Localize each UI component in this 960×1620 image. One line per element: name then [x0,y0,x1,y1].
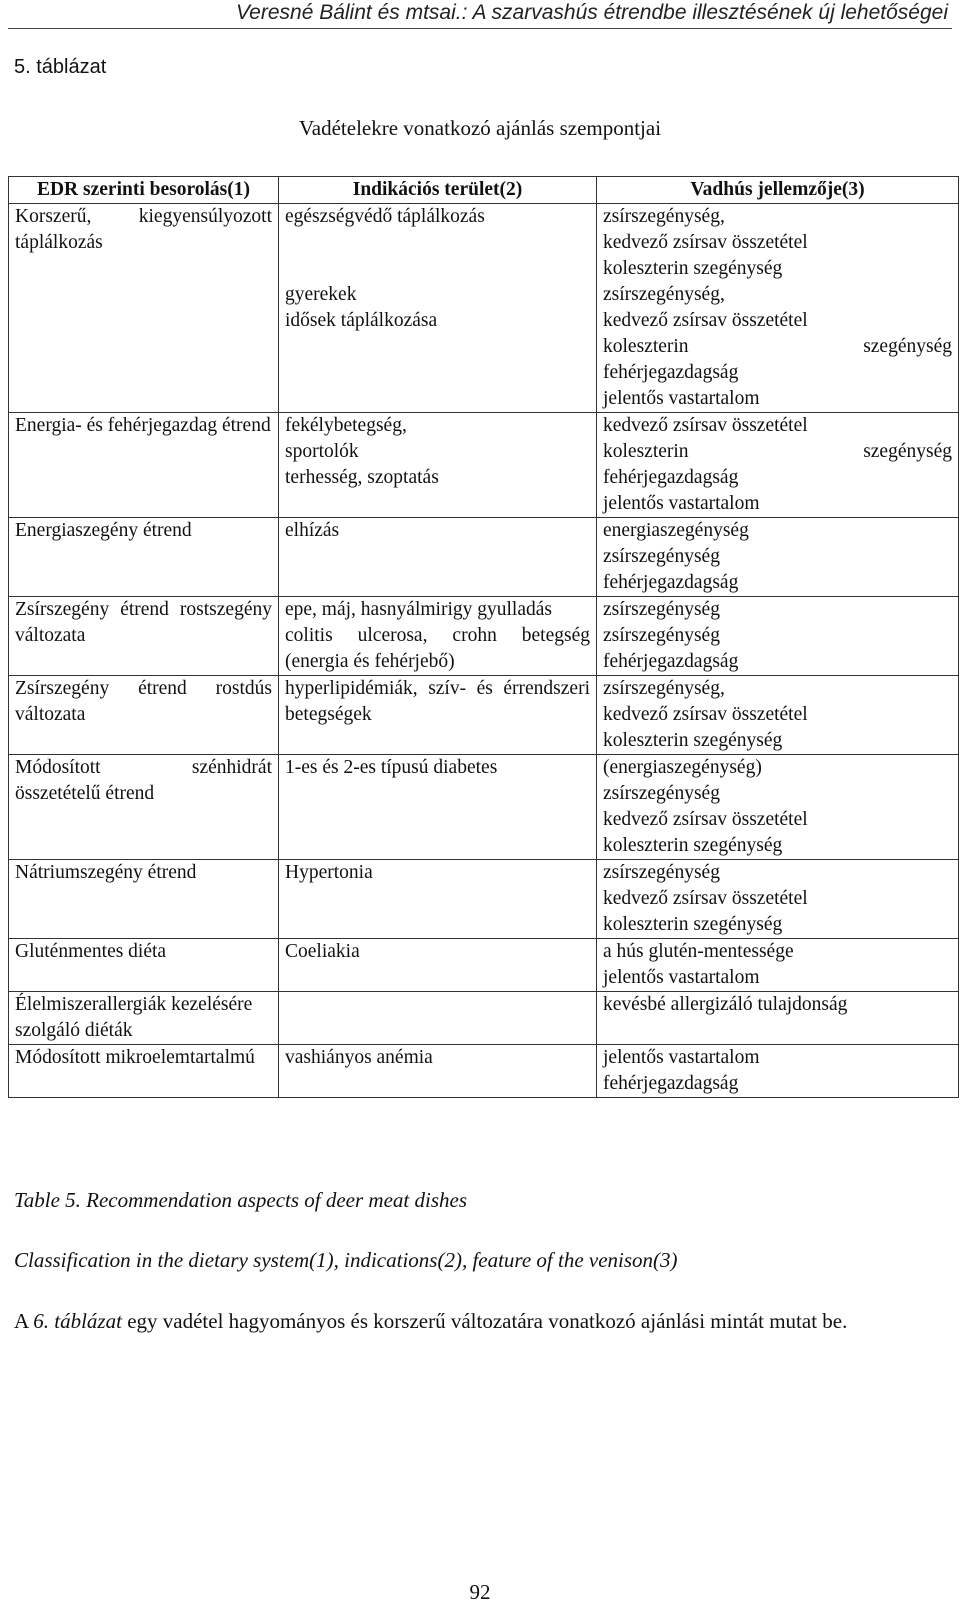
feature-line: zsírszegénység [603,625,720,646]
table-row [9,597,959,676]
indication-line: terhesség, szoptatás [285,467,439,488]
feature-line: zsírszegénység [603,783,720,804]
table-caption-english: Table 5. Recommendation aspects of deer meat dishes [14,1188,467,1212]
running-header: Veresné Bálint és mtsai.: A szarvashús étrendbe illesztésének új lehetőségei [8,0,952,29]
feature-line: jelentős vastartalom [603,1047,760,1068]
feature-line: fehérjegazdagság [603,467,739,488]
classification-cell: Élelmiszerallergiák kezelésére szolgáló diéták [9,992,279,1045]
indication-cell [279,755,597,860]
feature-cell [597,597,959,676]
table-label: 5. táblázat [14,56,107,78]
indication-cell: hyperlipidémiák, szív- és érrendszeri betegségek [279,676,597,755]
indication-line: epe, máj, hasnyálmirigy gyulladás [285,599,552,620]
indication-line: idősek táplálkozása [285,310,438,331]
indication-line: Coeliakia [285,941,360,962]
table-row [9,676,959,755]
feature-line: kedvező zsírsav összetétel [603,809,808,830]
feature-line: kedvező zsírsav összetétel [603,888,808,909]
feature-line: zsírszegénység, [603,206,725,227]
feature-line: zsírszegénység [603,599,720,620]
indication-line: sportolók [285,441,359,462]
feature-line: a hús glutén-mentessége [603,941,794,962]
indication-cell [279,518,597,597]
feature-line: kedvező zsírsav összetétel [603,704,808,725]
indication-cell [279,860,597,939]
feature-line: (energiaszegénység) [603,757,762,778]
feature-cell [597,413,959,518]
feature-line: kevésbé allergizáló tulajdonság [603,994,848,1015]
page-number: 92 [469,1580,491,1604]
indication-cell [279,1045,597,1098]
feature-cell [597,939,959,992]
classification-cell: Zsírszegény étrend rostszegény változata [9,597,279,676]
column-header-venison-feature: Vadhús jellemzője(3) [597,177,959,204]
indication-cell [279,992,597,1045]
indication-line: egészségvédő táplálkozás [285,206,485,227]
indication-cell [279,939,597,992]
column-header-classification: EDR szerinti besorolás(1) [9,177,279,204]
feature-cell [597,518,959,597]
feature-line: koleszterin szegénység [603,835,783,856]
feature-line: kedvező zsírsav összetétel [603,415,808,436]
feature-line: kedvező zsírsav összetétel [603,232,808,253]
indication-cell [279,597,597,676]
table-row [9,413,959,518]
paragraph-prefix: A [14,1309,34,1333]
feature-line: koleszterin szegénység [603,914,783,935]
classification-cell: Módosított mikroelemtartalmú [9,1045,279,1098]
feature-line: energiaszegénység [603,520,749,541]
indication-cell [279,413,597,518]
feature-cell [597,204,959,283]
indication-line: gyerekek [285,284,357,305]
feature-line: fehérjegazdagság [603,1073,739,1094]
classification-cell: Módosított szénhidrát összetételű étrend [9,755,279,860]
classification-cell [9,282,279,413]
table-row [9,1045,959,1098]
indication-line: vashiányos anémia [285,1047,433,1068]
body-paragraph [14,1306,946,1336]
feature-line: fehérjegazdagság [603,651,739,672]
indication-line: elhízás [285,520,340,541]
table-row [9,860,959,939]
indication-cell [279,204,597,283]
column-header-indication: Indikációs terület(2) [279,177,597,204]
classification-cell: Energiaszegény étrend [9,518,279,597]
paragraph-text: egy vadétel hagyományos és korszerű változatára vonatkozó ajánlási mintát mutat be. [121,1309,848,1333]
feature-line: koleszterin szegénység [603,336,952,357]
feature-line: zsírszegénység [603,862,720,883]
feature-line: fehérjegazdagság [603,572,739,593]
feature-line: zsírszegénység [603,546,720,567]
classification-cell: Zsírszegény étrend rostdús változata [9,676,279,755]
feature-cell [597,282,959,413]
table-row [9,204,959,283]
table-header-row [9,177,959,204]
feature-line: koleszterin szegénység [603,258,783,279]
feature-line: koleszterin szegénység [603,730,783,751]
feature-cell [597,992,959,1045]
table-row [9,992,959,1045]
feature-line: jelentős vastartalom [603,388,760,409]
classification-cell: Korszerű, kiegyensúlyozott táplálkozás [9,204,279,283]
feature-line: fehérjegazdagság [603,362,739,383]
classification-cell: Nátriumszegény étrend [9,860,279,939]
table-row [9,939,959,992]
feature-line: koleszterin szegénység [603,441,952,462]
table-title: Vadételekre vonatkozó ajánlás szempontjai [298,116,662,140]
classification-cell: Gluténmentes diéta [9,939,279,992]
recommendation-table-wrap [8,176,958,1098]
table-row [9,282,959,413]
feature-line: kedvező zsírsav összetétel [603,310,808,331]
feature-line: jelentős vastartalom [603,493,760,514]
feature-cell [597,860,959,939]
table-row [9,755,959,860]
table-caption-column-legend: Classification in the dietary system(1), indications(2), feature of the venison(3) [14,1248,678,1272]
feature-cell [597,1045,959,1098]
indication-line: fekélybetegség, [285,415,407,436]
indication-line: colitis ulcerosa, crohn betegség (energia és fehérjebő) [285,625,590,672]
indication-cell [279,282,597,413]
recommendation-table [8,176,959,1098]
indication-line: 1-es és 2-es típusú diabetes [285,757,498,778]
indication-line: Hypertonia [285,862,373,883]
feature-line: zsírszegénység, [603,678,725,699]
feature-line: zsírszegénység, [603,284,725,305]
feature-cell [597,676,959,755]
feature-cell [597,755,959,860]
classification-cell: Energia- és fehérjegazdag étrend [9,413,279,518]
paragraph-table-reference: 6. táblázat [33,1309,122,1333]
table-row [9,518,959,597]
feature-line: jelentős vastartalom [603,967,760,988]
